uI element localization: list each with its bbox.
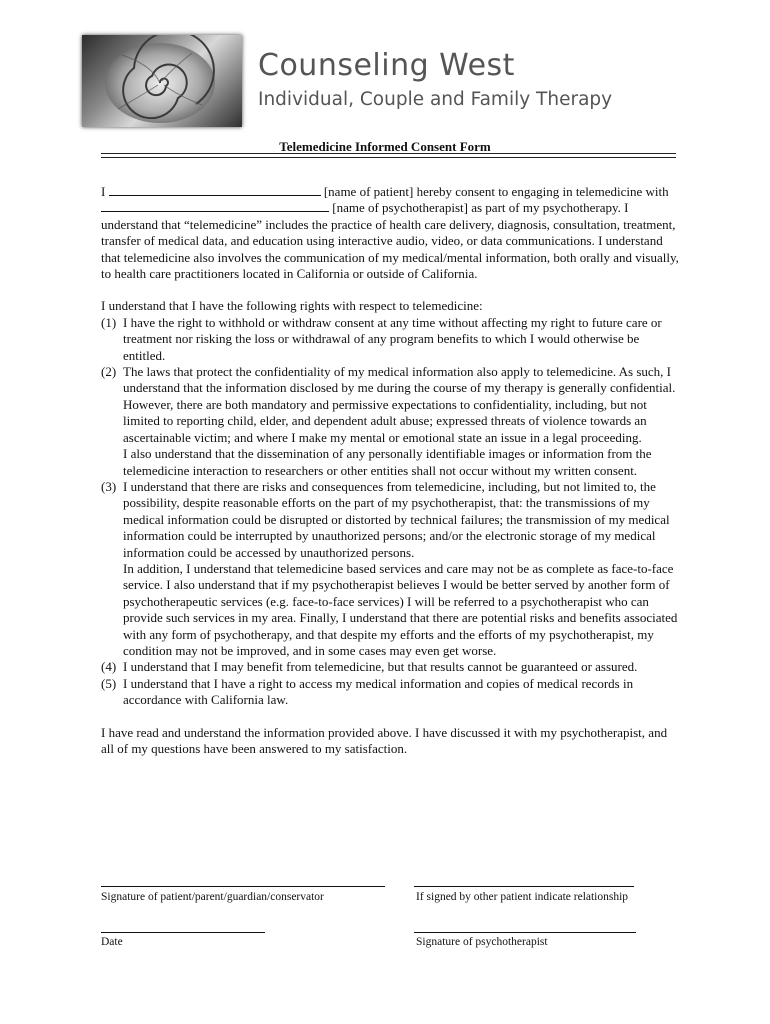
intro-patient-text: [name of patient] hereby consent to engaging in telemedicine with	[323, 184, 669, 199]
date-field[interactable]	[101, 932, 265, 933]
title-divider-top	[101, 153, 676, 154]
rights-intro: I understand that I have the following rights with respect to telemedicine:	[101, 298, 483, 314]
psychotherapist-signature-label: Signature of psychotherapist	[416, 936, 548, 948]
list-item-text: I understand that I may benefit from telemedicine, but that results cannot be guaranteed or assured.	[123, 659, 638, 675]
list-item-text: I understand that there are risks and consequences from telemedicine, including, but not limited to, the possibility, despite reasonable efforts on the part of my psychotherapist, that: the transmissions of my medical information could be disrupted or distorted by technical failures; the transmission of my medical information could be interrupted by unauthorized persons; and/or the electronic storage of my medical information could be accessed by unauthorized persons.	[123, 478, 670, 560]
list-item-text: I have the right to withhold or withdraw consent at any time without affecting my right to future care or treatment nor risking the loss or withdrawal of any program benefits to which I would otherwise be entitled.	[123, 314, 662, 363]
list-item	[101, 676, 681, 709]
form-body	[101, 184, 681, 757]
logo-image	[82, 35, 242, 127]
list-item	[101, 315, 681, 364]
relationship-field[interactable]	[414, 886, 634, 887]
patient-name-field[interactable]	[109, 184, 321, 196]
brand-subtitle: Individual, Couple and Family Therapy	[258, 89, 613, 110]
list-item	[101, 659, 681, 675]
intro-therapist-text: [name of psychotherapist] as part of my psychotherapy. I understand that “telemedicine” includes the practice of health care delivery, diagnosis, consultation, treatment, transfer of medical data, and education using interactive audio, video, or data communications. I understand that telemedicine also involves the communication of my medical/mental information, both orally and visually, to health care practitioners located in California or outside of California.	[101, 200, 679, 282]
brand-title: Counseling West	[258, 48, 515, 83]
list-item-number: (2)	[101, 364, 117, 380]
psychotherapist-signature-field[interactable]	[414, 932, 636, 933]
nautilus-shell-icon	[82, 35, 242, 127]
relationship-label: If signed by other patient indicate relationship	[416, 891, 629, 903]
list-item	[101, 479, 681, 659]
list-item-text: I understand that I have a right to access my medical information and copies of medical records in accordance with California law.	[123, 675, 634, 708]
list-item-number: (5)	[101, 675, 117, 691]
list-item-number: (1)	[101, 314, 117, 330]
list-item-number: (4)	[101, 659, 117, 675]
list-item-text: The laws that protect the confidentiality of my medical information also apply to telemedicine. As such, I understand that the information disclosed by me during the course of my therapy is generally confidential. However, there are both mandatory and permissive expectations to confidentiality, including, but not limited to reporting child, elder, and dependent adult abuse; expressed threats of violence towards an ascertainable victim; and where I make my mental or emotional state an issue in a legal proceeding.	[123, 364, 676, 445]
intro-i: I	[101, 184, 106, 199]
rights-list	[101, 315, 681, 709]
intro-paragraph	[101, 184, 681, 282]
patient-signature-field[interactable]	[101, 886, 385, 887]
list-item	[101, 364, 681, 479]
patient-signature-label: Signature of patient/parent/guardian/conservator	[101, 891, 324, 903]
psychotherapist-name-field[interactable]	[101, 200, 329, 212]
list-item-text: I also understand that the dissemination of any personally identifiable images or information from the telemedicine interaction to researchers or other entities shall not occur without my written consent.	[123, 446, 652, 478]
title-divider-bottom	[101, 157, 676, 158]
closing-paragraph: I have read and understand the information provided above. I have discussed it with my psychotherapist, and all of my questions have been answered to my satisfaction.	[101, 724, 668, 756]
date-label: Date	[101, 936, 123, 948]
list-item-number: (3)	[101, 478, 117, 494]
list-item-text: In addition, I understand that telemedicine based services and care may not be as complete as face-to-face service. I also understand that if my psychotherapist believes I would be better served by another form of psychotherapeutic services (e.g. face-to-face services) I will be referred to a psychotherapist who can provide such services in my area. Finally, I understand that there are potential risks and benefits associated with any form of psychotherapy, and that despite my efforts and the efforts of my psychotherapist, my condition may not be improved, and in some cases may even get worse.	[123, 560, 678, 658]
form-title: Telemedicine Informed Consent Form	[279, 139, 491, 154]
